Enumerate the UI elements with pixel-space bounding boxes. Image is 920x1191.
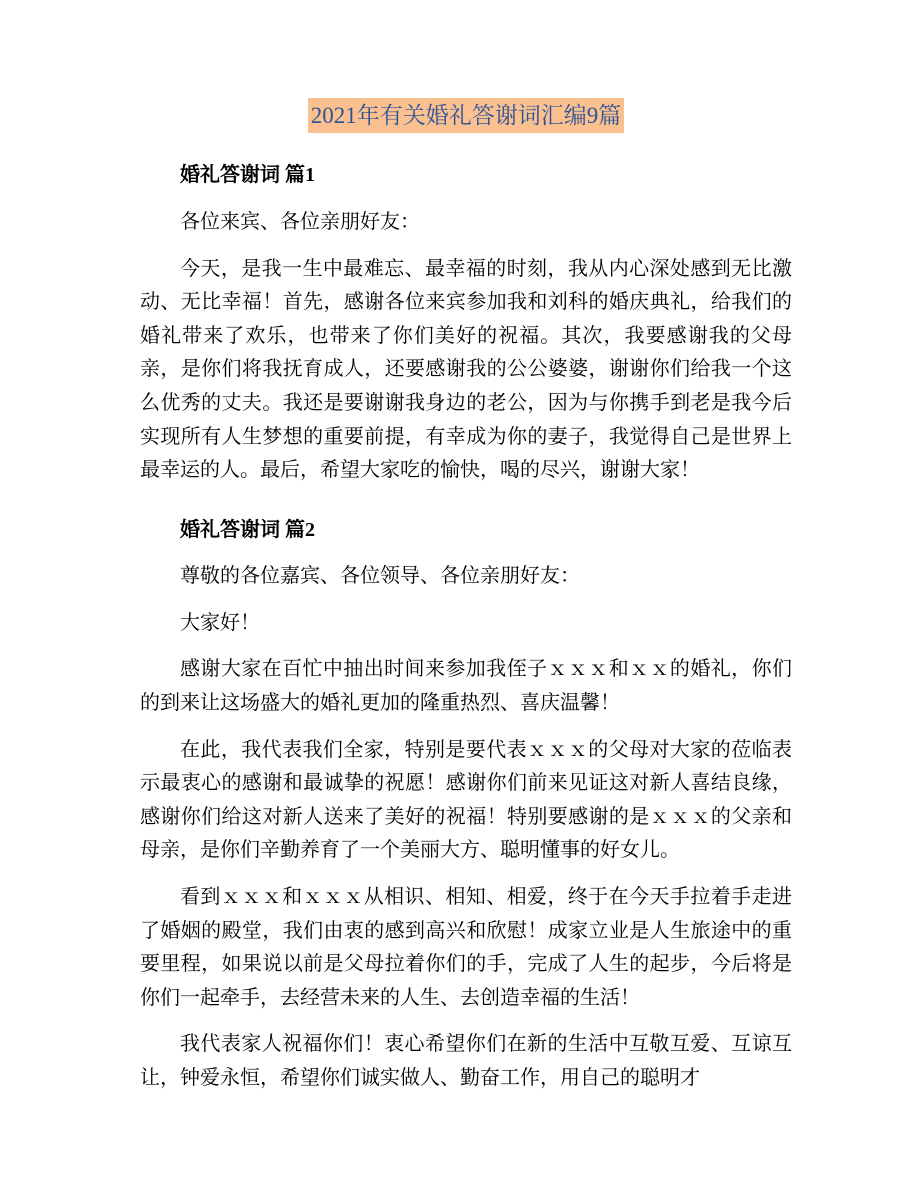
document-title: [140, 98, 792, 133]
paragraph: 大家好！: [180, 611, 260, 634]
paragraph: 感谢大家在百忙中抽出时间来参加我侄子ｘｘｘ和ｘｘ的婚礼，你们的到来让这场盛大的婚礼更加的隆重热烈、喜庆温馨！: [140, 658, 792, 715]
paragraph: 我代表家人祝福你们！衷心希望你们在新的生活中互敬互爱、互谅互让，钟爱永恒，希望你们诚实做人、勤奋工作，用自己的聪明才: [140, 1033, 792, 1089]
document-body: [140, 159, 792, 1095]
section-heading: 婚礼答谢词 篇2: [180, 518, 315, 541]
title-highlight: 2021年有关婚礼答谢词汇编9篇: [308, 98, 625, 133]
paragraph: 尊敬的各位嘉宾、各位领导、各位亲朋好友：: [180, 565, 580, 588]
section-heading: 婚礼答谢词 篇1: [180, 164, 315, 187]
paragraph: 各位来宾、各位亲朋好友：: [180, 210, 420, 233]
paragraph: 在此，我代表我们全家，特别是要代表ｘｘｘ的父母对大家的莅临表示最衷心的感谢和最诚挚的祝愿！感谢你们前来见证这对新人喜结良缘，感谢你们给这对新人送来了美好的祝福！特别要感谢的是ｘｘｘ的父亲和母亲，是你们辛勤养育了一个美丽大方、聪明懂事的好女儿。: [140, 738, 792, 862]
paragraph: 今天，是我一生中最难忘、最幸福的时刻，我从内心深处感到无比激动、无比幸福！首先，感谢各位来宾参加我和刘科的婚庆典礼，给我们的婚礼带来了欢乐，也带来了你们美好的祝福。其次，我要感谢我的父母亲，是你们将我抚育成人，还要感谢我的公公婆婆，谢谢你们给我一个这么优秀的丈夫。我还是要谢谢我身边的老公，因为与你携手到老是我今后实现所有人生梦想的重要前提，有幸成为你的妻子，我觉得自己是世界上最幸运的人。最后，希望大家吃的愉快，喝的尽兴，谢谢大家！: [140, 257, 792, 482]
paragraph: 看到ｘｘｘ和ｘｘｘ从相识、相知、相爱，终于在今天手拉着手走进了婚姻的殿堂，我们由衷的感到高兴和欣慰！成家立业是人生旅途中的重要里程，如果说以前是父母拉着你们的手，完成了人生的起步，今后将是你们一起牵手，去经营未来的人生、去创造幸福的生活！: [140, 886, 792, 1009]
